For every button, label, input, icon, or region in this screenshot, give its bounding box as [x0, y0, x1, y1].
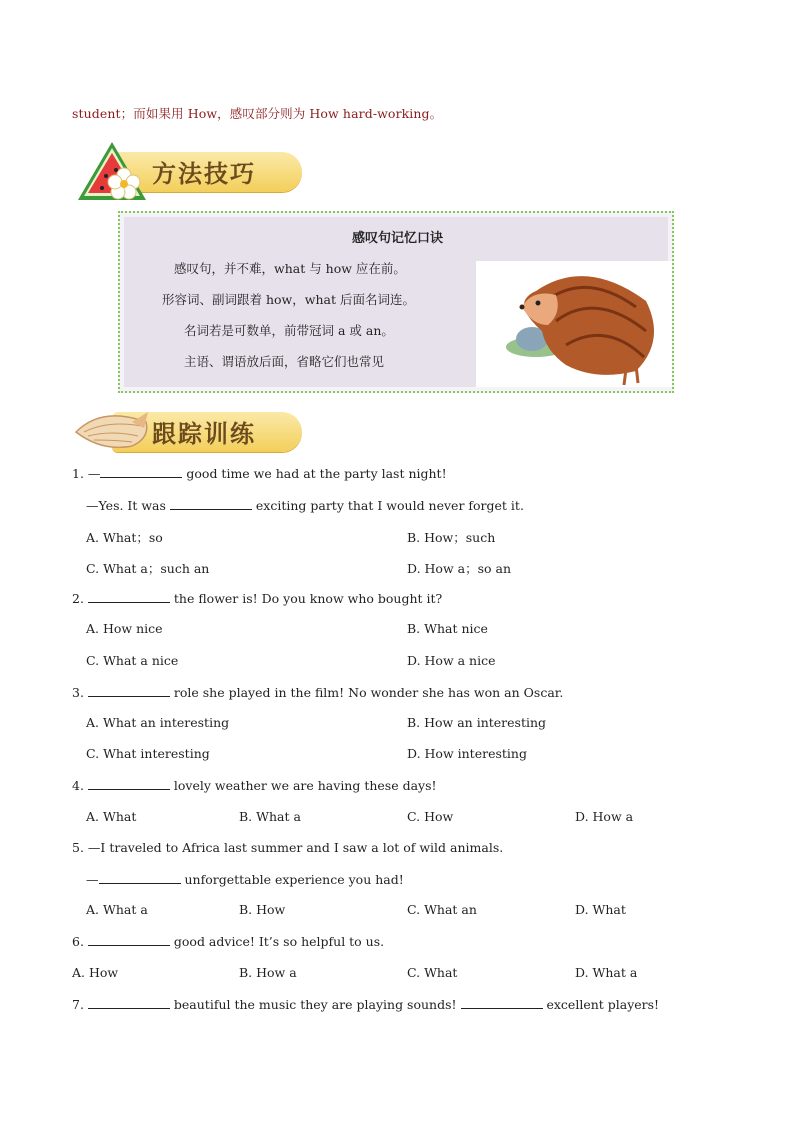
tip-box — [118, 211, 674, 393]
answer-blank[interactable] — [100, 465, 182, 478]
option-b[interactable]: B. How — [239, 902, 286, 917]
answer-blank[interactable] — [88, 590, 170, 603]
option-c[interactable]: C. What an — [407, 902, 477, 917]
question-text: role she played in the film! No wonder she has won an Oscar. — [169, 685, 564, 700]
question-3 — [72, 684, 563, 700]
question-number: 6. — [72, 934, 84, 949]
tip-box-inner — [124, 217, 668, 387]
question-1-line2 — [86, 497, 524, 513]
question-number: 5. — [72, 840, 84, 855]
option-c[interactable]: C. What a nice — [86, 653, 179, 668]
section-banner-methods — [72, 138, 302, 198]
question-text: —Yes. It was — [86, 498, 170, 513]
option-b[interactable]: B. How；such — [407, 530, 496, 545]
question-text: exciting party that I would never forget it. — [251, 498, 524, 513]
question-7 — [72, 996, 659, 1012]
question-text: —I traveled to Africa last summer and I saw a lot of wild animals. — [87, 840, 504, 855]
seashell-icon — [72, 398, 152, 458]
option-d[interactable]: D. How a；so an — [407, 561, 511, 576]
option-b[interactable]: B. What nice — [407, 621, 488, 636]
option-c[interactable]: C. What interesting — [86, 746, 210, 761]
option-d[interactable]: D. How interesting — [407, 746, 527, 761]
option-a[interactable]: A. What — [86, 809, 137, 824]
option-c[interactable]: C. How — [407, 809, 454, 824]
banner-title: 跟踪训练 — [152, 419, 256, 448]
option-a[interactable]: A. What；so — [86, 530, 163, 545]
option-c[interactable]: C. What — [407, 965, 458, 980]
answer-blank[interactable] — [99, 871, 181, 884]
question-4 — [72, 777, 437, 793]
question-text: unforgettable experience you had! — [180, 872, 404, 887]
section-banner-practice — [72, 398, 302, 458]
option-a[interactable]: A. How — [72, 965, 119, 980]
question-number: 7. — [72, 997, 84, 1012]
option-b[interactable]: B. What a — [239, 809, 301, 824]
question-text: the flower is! Do you know who bought it? — [169, 591, 443, 606]
option-d[interactable]: D. How a nice — [407, 653, 496, 668]
tip-line: 感叹句，并不难，what 与 how 应在前。 — [174, 261, 406, 276]
watermelon-flower-icon — [72, 138, 152, 206]
option-b[interactable]: B. How a — [239, 965, 297, 980]
answer-blank[interactable] — [88, 933, 170, 946]
tip-line: 形容词、副词跟着 how，what 后面名词连。 — [162, 292, 415, 307]
question-text: excellent players! — [542, 997, 660, 1012]
intro-text: student；而如果用 How，感叹部分则为 How hard-working。 — [72, 106, 443, 121]
question-5 — [72, 840, 503, 855]
option-d[interactable]: D. What — [575, 902, 626, 917]
question-number: 4. — [72, 778, 84, 793]
option-c[interactable]: C. What a；such an — [86, 561, 210, 576]
question-dash: — — [87, 466, 101, 481]
question-1 — [72, 465, 447, 481]
question-text: good advice! It’s so helpful to us. — [169, 934, 385, 949]
answer-blank[interactable] — [88, 684, 170, 697]
question-5-line2 — [86, 871, 404, 887]
tip-title: 感叹句记忆口诀 — [352, 231, 444, 246]
option-d[interactable]: D. What a — [575, 965, 638, 980]
option-d[interactable]: D. How a — [575, 809, 634, 824]
tip-line: 主语、谓语放后面，省略它们也常见 — [184, 354, 385, 369]
question-dash: — — [86, 872, 99, 887]
tip-line: 名词若是可数单，前带冠词 a 或 an。 — [184, 323, 394, 338]
answer-blank[interactable] — [88, 777, 170, 790]
answer-blank[interactable] — [170, 497, 252, 510]
question-text: lovely weather we are having these days! — [169, 778, 437, 793]
answer-blank[interactable] — [461, 996, 543, 1009]
hedgehog-illustration — [476, 261, 672, 387]
question-number: 3. — [72, 685, 84, 700]
option-a[interactable]: A. How nice — [86, 621, 163, 636]
option-a[interactable]: A. What an interesting — [86, 715, 230, 730]
question-number: 1. — [72, 466, 84, 481]
banner-title: 方法技巧 — [152, 159, 256, 188]
question-text: beautiful the music they are playing sounds! — [169, 997, 461, 1012]
answer-blank[interactable] — [88, 996, 170, 1009]
option-a[interactable]: A. What a — [86, 902, 148, 917]
question-2 — [72, 590, 442, 606]
question-6 — [72, 933, 384, 949]
question-text: good time we had at the party last night! — [182, 466, 447, 481]
option-b[interactable]: B. How an interesting — [407, 715, 547, 730]
question-number: 2. — [72, 591, 84, 606]
